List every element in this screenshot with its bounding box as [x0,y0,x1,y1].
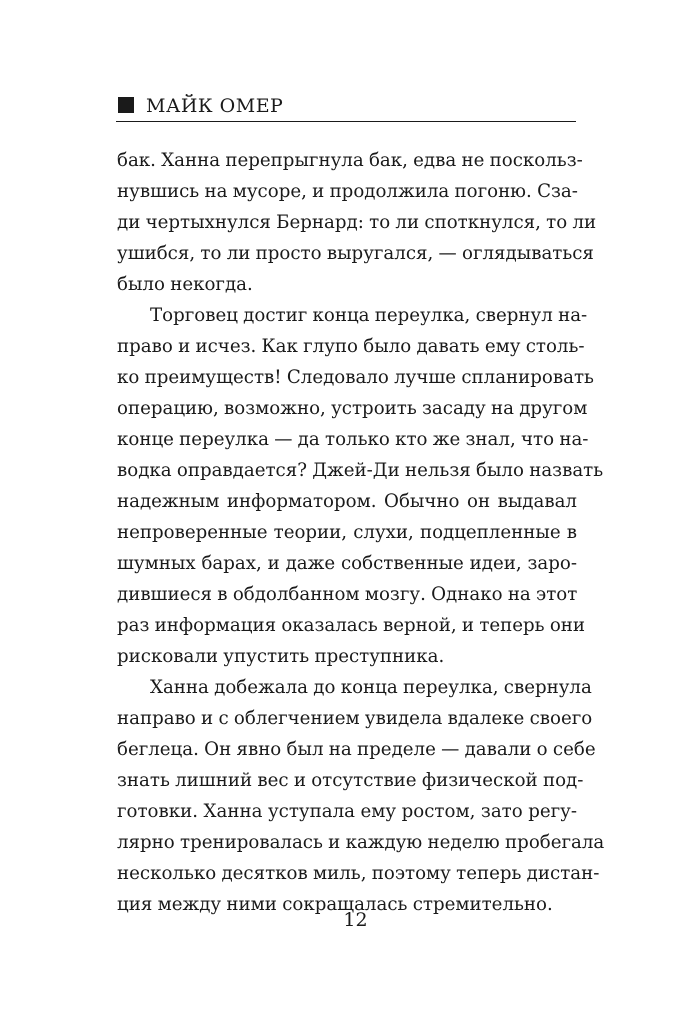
text-line: право и исчез. Как глупо было давать ему столь- [117,336,585,357]
text-line: бак. Ханна перепрыгнула бак, едва не поскольз- [117,150,583,171]
text-line: ко преимуществ! Следовало лучше спланировать [117,367,594,388]
body-text [117,145,605,920]
text-line: ушибся, то ли просто выругался, — оглядываться [117,243,594,264]
text-line: было некогда. [117,274,253,295]
text-line: Ханна добежала до конца переулка, свернула [150,677,592,698]
text-line: готовки. Ханна уступала ему ростом, зато регу- [117,801,577,822]
running-header [116,91,576,122]
text-line: направо и с облегчением увидела вдалеке своего [117,708,593,729]
text-line: лярно тренировалась и каждую неделю пробегала [117,832,605,853]
text-line: надежным информатором. Обычно он выдавал [117,491,577,512]
header-square-mark [118,97,134,113]
text-line: ди чертыхнулся Бернард: то ли споткнулся, то ли [117,212,597,233]
text-line: операцию, возможно, устроить засаду на другом [117,398,588,419]
text-line: несколько десятков миль, поэтому теперь дистан- [117,863,600,884]
running-header-title: МАЙК ОМЕР [146,95,284,117]
text-line: знать лишний вес и отсутствие физической под- [117,770,584,791]
text-line: беглеца. Он явно был на пределе — давали о себе [117,739,596,760]
text-line: ция между ними сокращалась стремительно. [117,894,553,915]
page-number: 12 [343,909,368,931]
text-line: дившиеся в обдолбанном мозгу. Однако на этот [117,584,578,605]
text-line: водка оправдается? Джей-Ди нельзя было назвать [117,460,604,481]
text-line: рисковали упустить преступника. [117,646,445,667]
text-line: Торговец достиг конца переулка, свернул на- [150,305,588,326]
text-line: нувшись на мусоре, и продолжила погоню. Сза- [117,181,578,202]
text-line: шумных барах, и даже собственные идеи, заро- [117,553,577,574]
text-line: конце переулка — да только кто же знал, что на- [117,429,589,450]
text-line: раз информация оказалась верной, и теперь они [117,615,586,636]
text-line: непроверенные теории, слухи, подцепленные в [117,522,577,543]
